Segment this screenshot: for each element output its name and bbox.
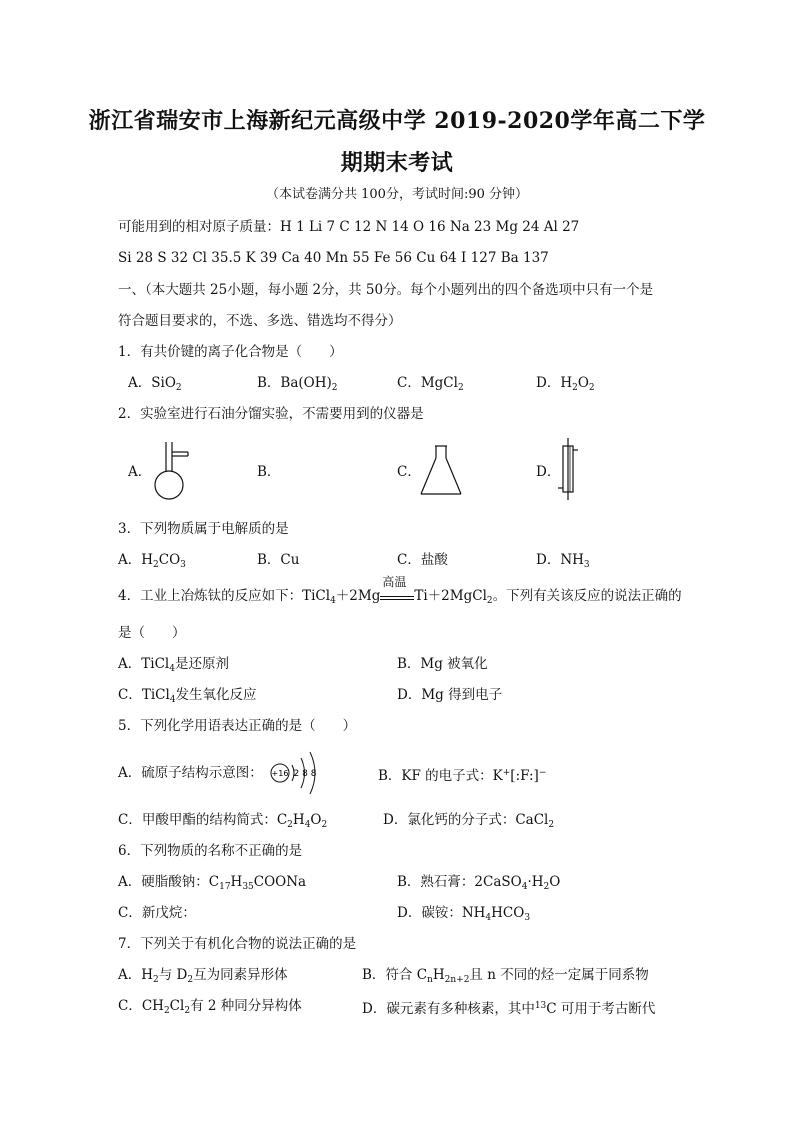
q7-option-d: D．碳元素有多种核素，其中$^{13}$C 可用于考古断代 (362, 1001, 656, 1017)
q1-option-d: D．$H_2O_2$ (536, 375, 595, 393)
exam-title-line2: 期期末考试 (340, 150, 454, 176)
section1-instructions-line1: 一、（本大题共 25小题，每小题 2分，共 50分。每个小题列出的四个备选项中只有一个是 (118, 282, 654, 298)
q6-option-c: C．新戊烷： (118, 905, 196, 921)
q1-option-c: C．MgCl$_2$ (397, 375, 464, 393)
atomic-mass-line2: Si 28 S 32 Cl 35.5 K 39 Ca 40 Mn 55 Fe 56 Cu 64 I 127 Ba 137 (118, 250, 549, 266)
electron-shells: 2 8 8 (293, 769, 317, 779)
q5-option-c: C．甲酸甲酯的结构简式：$C_2H_4O_2$ (118, 812, 328, 830)
q4-stem: 4．工业上冶炼钛的反应如下：TiCl$_4$＋2Mg 高温 Ti＋2MgCl$_2$。下列有关该反应的说法正确的 (118, 575, 682, 606)
q3-option-d: D．$NH_3$ (536, 552, 590, 570)
q4-option-a: A．TiCl$_4$是还原剂 (118, 656, 229, 674)
q3-stem: 3．下列物质属于电解质的是 (118, 521, 289, 537)
nucleus-charge: +16 (271, 769, 289, 778)
condenser-tube-icon (556, 436, 582, 502)
q4-option-c: C．TiCl$_4$发生氧化反应 (118, 687, 257, 705)
q2-option-b-label: B． (257, 464, 281, 480)
q5-stem: 5．下列化学用语表达正确的是（ ） (118, 718, 357, 734)
q3-option-b: B．Cu (257, 552, 300, 568)
q7-option-c: C．$CH_2Cl_2$有 2 种同分异构体 (118, 998, 302, 1016)
q7-option-a: A．$H_2$与 $D_2$互为同素异形体 (118, 967, 288, 985)
q4-option-b: B．Mg 被氧化 (397, 656, 488, 672)
q4-option-d: D．Mg 得到电子 (397, 687, 503, 703)
sulfur-atom-structure-diagram (268, 748, 324, 798)
q1-stem: 1．有共价键的离子化合物是（ ） (118, 344, 343, 360)
reaction-condition-arrow: 高温 (380, 587, 414, 605)
q5-option-d: D．氯化钙的分子式：CaCl$_2$ (383, 812, 555, 830)
q1-option-b: B．$Ba(OH)_2$ (257, 375, 338, 393)
q5-option-a: A．硫原子结构示意图： (118, 765, 263, 781)
q2-option-a-label: A． (128, 464, 152, 480)
q2-stem: 2．实验室进行石油分馏实验，不需要用到的仪器是 (118, 406, 424, 422)
erlenmeyer-flask-icon (418, 444, 464, 496)
q7-stem: 7．下列关于有机化合物的说法正确的是 (118, 936, 357, 952)
q5-option-b: B．KF 的电子式：K+[:F:]− (378, 768, 547, 784)
q6-stem: 6．下列物质的名称不正确的是 (118, 843, 303, 859)
q2-option-d-label: D． (536, 464, 561, 480)
q6-option-a: A．硬脂酸钠：$C_{17}H_{35}COONa$ (118, 874, 307, 892)
q6-option-d: D．碳铵：$NH_4HCO_3$ (397, 905, 531, 923)
q6-option-b: B．熟石膏：$2CaSO_4\cdot H_2O$ (397, 874, 561, 892)
q1-option-a: A．SiO$_2$ (128, 375, 182, 393)
q7-option-b: B．符合 $C_nH_{2n+2}$且 n 不同的烃一定属于同系物 (362, 967, 649, 985)
exam-title-line1: 浙江省瑞安市上海新纪元高级中学 2019-2020学年高二下学 (88, 108, 706, 134)
exam-info: （本试卷满分共 100分，考试时间:90 分钟） (266, 187, 528, 202)
distillation-flask-icon (148, 440, 198, 500)
q4-stem-line2: 是（ ） (118, 625, 186, 641)
q2-option-c-label: C． (397, 464, 421, 480)
q3-option-a: A．$H_2CO_3$ (118, 552, 186, 570)
q3-option-c: C．盐酸 (397, 552, 448, 568)
atomic-mass-line1: 可能用到的相对原子质量：H 1 Li 7 C 12 N 14 O 16 Na 23 Mg 24 Al 27 (118, 219, 580, 235)
section1-instructions-line2: 符合题目要求的，不选、多选、错选均不得分） (118, 313, 402, 329)
